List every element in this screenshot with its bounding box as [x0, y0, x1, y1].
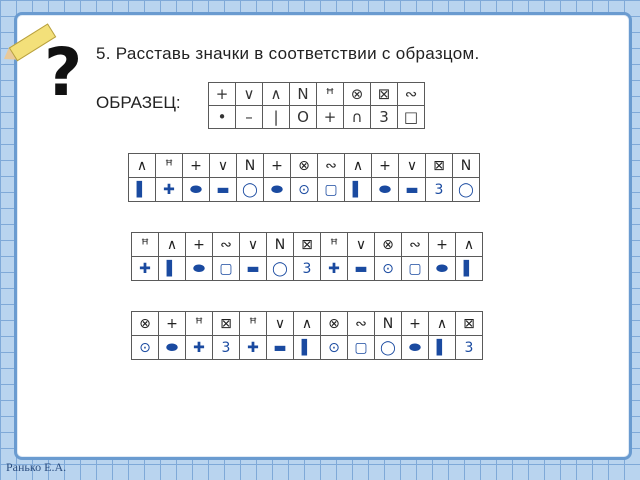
- answer-cell[interactable]: ▌: [159, 257, 186, 281]
- symbol-cell: ∨: [240, 233, 267, 257]
- answer-cell[interactable]: ✚: [132, 257, 159, 281]
- symbol-cell: ꟸ: [156, 154, 183, 178]
- symbol-cell: ꟸ: [240, 312, 267, 336]
- symbol-cell: ∨: [399, 154, 426, 178]
- symbol-cell: ⊗: [291, 154, 318, 178]
- sample-cell: ∩: [344, 106, 371, 129]
- task-text: 5. Расставь значки в соответствии с образцом.: [96, 44, 480, 63]
- answer-cell[interactable]: ▬: [399, 178, 426, 202]
- sample-cell: ∧: [263, 83, 290, 106]
- sample-cell: •: [209, 106, 236, 129]
- symbol-cell: ∾: [213, 233, 240, 257]
- answer-cell[interactable]: ⬬: [159, 336, 186, 360]
- sample-cell: N: [290, 83, 317, 106]
- symbol-cell: ∨: [348, 233, 375, 257]
- answer-cell[interactable]: ▌: [294, 336, 321, 360]
- symbol-cell: ⊗: [321, 312, 348, 336]
- exercise-row-top: [129, 154, 480, 178]
- answer-cell[interactable]: ✚: [321, 257, 348, 281]
- symbol-cell: ꟸ: [321, 233, 348, 257]
- answer-cell[interactable]: ⬬: [402, 336, 429, 360]
- answer-cell[interactable]: ▌: [429, 336, 456, 360]
- symbol-cell: +: [159, 312, 186, 336]
- symbol-cell: ∧: [159, 233, 186, 257]
- sample-row-top: [209, 83, 425, 106]
- answer-cell[interactable]: ◯: [267, 257, 294, 281]
- symbol-cell: +: [264, 154, 291, 178]
- sample-cell: O: [290, 106, 317, 129]
- symbol-cell: +: [429, 233, 456, 257]
- symbol-cell: ∾: [402, 233, 429, 257]
- sample-cell: +: [209, 83, 236, 106]
- symbol-cell: ⊠: [456, 312, 483, 336]
- symbol-cell: ∧: [294, 312, 321, 336]
- symbol-cell: ∧: [456, 233, 483, 257]
- symbol-cell: ⊗: [132, 312, 159, 336]
- answer-cell[interactable]: ✚: [186, 336, 213, 360]
- symbol-cell: +: [372, 154, 399, 178]
- answer-cell[interactable]: ▬: [210, 178, 237, 202]
- exercise-row-top: [132, 233, 483, 257]
- symbol-cell: ∧: [129, 154, 156, 178]
- answer-cell[interactable]: 3: [213, 336, 240, 360]
- answer-cell[interactable]: ▢: [213, 257, 240, 281]
- exercise-row-bottom: [132, 257, 483, 281]
- symbol-cell: ∧: [345, 154, 372, 178]
- sample-label: ОБРАЗЕЦ:: [96, 93, 181, 112]
- answer-cell[interactable]: ▢: [402, 257, 429, 281]
- answer-cell[interactable]: ▌: [345, 178, 372, 202]
- sample-cell: ∨: [236, 83, 263, 106]
- sample-cell: |: [263, 106, 290, 129]
- answer-cell[interactable]: ▢: [348, 336, 375, 360]
- sample-cell: ꟸ: [317, 83, 344, 106]
- symbol-cell: +: [402, 312, 429, 336]
- symbol-cell: ∨: [210, 154, 237, 178]
- answer-cell[interactable]: ⊙: [375, 257, 402, 281]
- symbol-cell: ∾: [348, 312, 375, 336]
- sample-cell: –: [236, 106, 263, 129]
- sample-cell: □: [398, 106, 425, 129]
- exercise-row-bottom: [129, 178, 480, 202]
- exercise-table-2: [131, 232, 483, 281]
- symbol-cell: +: [183, 154, 210, 178]
- sample-cell: ⊠: [371, 83, 398, 106]
- answer-cell[interactable]: ⊙: [291, 178, 318, 202]
- answer-cell[interactable]: ◯: [237, 178, 264, 202]
- symbol-cell: ⊠: [213, 312, 240, 336]
- exercise-table-1: [128, 153, 480, 202]
- answer-cell[interactable]: ▢: [318, 178, 345, 202]
- symbol-cell: N: [267, 233, 294, 257]
- exercise-table-3: [131, 311, 483, 360]
- answer-cell[interactable]: 3: [294, 257, 321, 281]
- answer-cell[interactable]: ⬬: [183, 178, 210, 202]
- exercise-row-bottom: [132, 336, 483, 360]
- answer-cell[interactable]: 3: [426, 178, 453, 202]
- sample-cell: ∾: [398, 83, 425, 106]
- symbol-cell: N: [453, 154, 480, 178]
- symbol-cell: ⊗: [375, 233, 402, 257]
- symbol-cell: +: [186, 233, 213, 257]
- symbol-cell: N: [237, 154, 264, 178]
- answer-cell[interactable]: ⊙: [321, 336, 348, 360]
- symbol-cell: N: [375, 312, 402, 336]
- answer-cell[interactable]: ⬬: [186, 257, 213, 281]
- sample-cell: 3: [371, 106, 398, 129]
- answer-cell[interactable]: ▌: [129, 178, 156, 202]
- symbol-cell: ꟸ: [132, 233, 159, 257]
- symbol-cell: ⊠: [426, 154, 453, 178]
- answer-cell[interactable]: ▬: [240, 257, 267, 281]
- exercise-row-top: [132, 312, 483, 336]
- sample-cell: +: [317, 106, 344, 129]
- sample-cell: ⊗: [344, 83, 371, 106]
- answer-cell[interactable]: ◯: [375, 336, 402, 360]
- symbol-cell: ꟸ: [186, 312, 213, 336]
- answer-cell[interactable]: ⬬: [372, 178, 399, 202]
- answer-cell[interactable]: ▬: [348, 257, 375, 281]
- answer-cell[interactable]: ⬬: [264, 178, 291, 202]
- answer-cell[interactable]: ✚: [156, 178, 183, 202]
- question-mark-icon: ?: [44, 34, 83, 111]
- answer-cell[interactable]: ▌: [456, 257, 483, 281]
- author-credit: Ранько Е.А.: [6, 460, 67, 474]
- symbol-cell: ∾: [318, 154, 345, 178]
- sample-table: [208, 82, 425, 129]
- symbol-cell: ∨: [267, 312, 294, 336]
- symbol-cell: ∧: [429, 312, 456, 336]
- answer-cell[interactable]: ⊙: [132, 336, 159, 360]
- answer-cell[interactable]: 3: [456, 336, 483, 360]
- sample-row-bottom: [209, 106, 425, 129]
- answer-cell[interactable]: ⬬: [429, 257, 456, 281]
- symbol-cell: ⊠: [294, 233, 321, 257]
- answer-cell[interactable]: ▬: [267, 336, 294, 360]
- answer-cell[interactable]: ✚: [240, 336, 267, 360]
- answer-cell[interactable]: ◯: [453, 178, 480, 202]
